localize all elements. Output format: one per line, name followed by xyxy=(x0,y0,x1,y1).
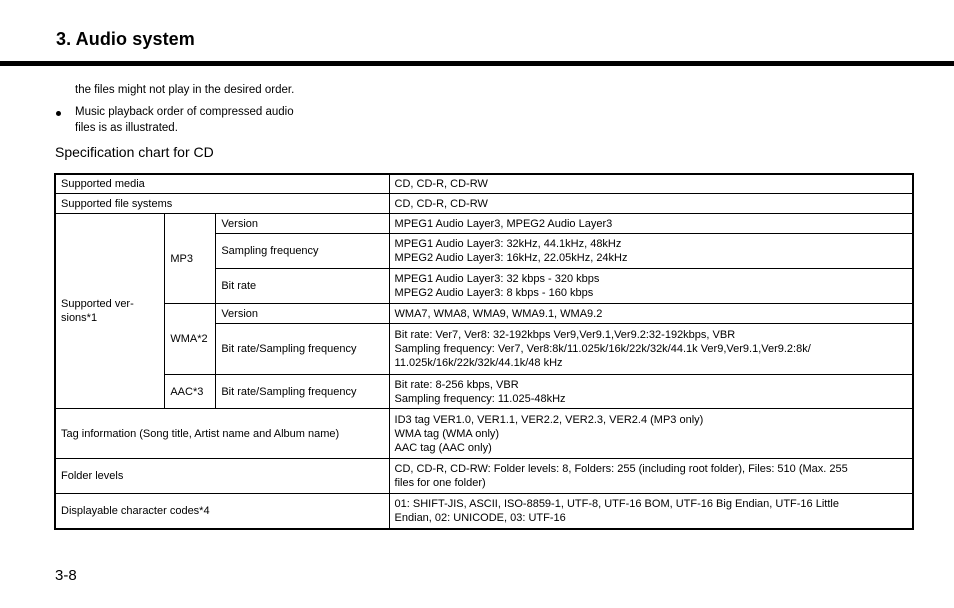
row-value xyxy=(389,375,913,409)
value-line: MPEG1 Audio Layer3: 32kHz, 44.1kHz, 48kHz xyxy=(394,238,622,250)
value-line: AAC tag (AAC only) xyxy=(394,441,492,454)
value-line: Bit rate: Ver7, Ver8: 32-192kbps Ver9,Ver9.1,Ver9.2:32-192kbps, VBR xyxy=(394,329,736,341)
row-label: Version xyxy=(216,304,389,324)
label-line: sions*1 xyxy=(61,312,98,324)
value-line: Sampling frequency: 11.025-48kHz xyxy=(394,392,566,405)
supported-versions-label xyxy=(55,214,165,409)
bullet-item xyxy=(56,105,356,136)
row-value xyxy=(389,459,913,494)
value-line: 11.025k/16k/22k/32k/44.1k/48 kHz xyxy=(394,357,563,369)
row-label: Supported file systems xyxy=(55,194,389,214)
page-number: 3-8 xyxy=(55,567,77,584)
bullet-icon xyxy=(56,111,61,116)
row-value: CD, CD-R, CD-RW xyxy=(389,174,913,194)
bullet-text-line: Music playback order of compressed audio xyxy=(75,106,294,118)
table-row xyxy=(55,214,913,234)
section-heading: Specification chart for CD xyxy=(55,144,214,160)
value-line: MPEG2 Audio Layer3: 8 kbps - 160 kbps xyxy=(394,287,594,299)
table-row xyxy=(55,174,913,194)
bullet-text xyxy=(75,105,356,136)
page-title: 3. Audio system xyxy=(56,29,195,49)
table-row xyxy=(55,459,913,494)
value-line: MPEG1 Audio Layer3: 32 kbps - 320 kbps xyxy=(394,273,600,285)
value-line: ID3 tag VER1.0, VER1.1, VER2.2, VER2.3, VER2.4 (MP3 only) xyxy=(394,413,704,426)
value-line: WMA tag (WMA only) xyxy=(394,427,500,440)
table-row xyxy=(55,494,913,529)
header-divider xyxy=(0,61,954,66)
row-label: Version xyxy=(216,214,389,234)
value-line: MPEG2 Audio Layer3: 16kHz, 22.05kHz, 24kHz xyxy=(394,252,628,264)
row-value xyxy=(389,234,913,269)
row-label: Sampling frequency xyxy=(216,234,389,269)
row-label: Tag information (Song title, Artist name and Album name) xyxy=(55,409,389,459)
table-row xyxy=(55,375,913,409)
row-value xyxy=(389,494,913,529)
row-label: Bit rate/Sampling frequency xyxy=(216,375,389,409)
row-value xyxy=(389,409,913,459)
value-line: files for one folder) xyxy=(394,477,486,489)
value-line: Bit rate: 8-256 kbps, VBR xyxy=(394,378,519,391)
row-label: Bit rate xyxy=(216,269,389,304)
table-row xyxy=(55,304,913,324)
table-row xyxy=(55,409,913,459)
row-value xyxy=(389,324,913,375)
row-label: Supported media xyxy=(55,174,389,194)
row-value: WMA7, WMA8, WMA9, WMA9.1, WMA9.2 xyxy=(389,304,913,324)
aac-label: AAC*3 xyxy=(165,375,216,409)
row-value: MPEG1 Audio Layer3, MPEG2 Audio Layer3 xyxy=(389,214,913,234)
value-line: Sampling frequency: Ver7, Ver8:8k/11.025k/16k/22k/32k/44.1k Ver9,Ver9.1,Ver9.2:8k/ xyxy=(394,343,811,355)
value-line: Endian, 02: UNICODE, 03: UTF-16 xyxy=(394,511,566,524)
wma-label: WMA*2 xyxy=(165,304,216,375)
value-line: 01: SHIFT-JIS, ASCII, ISO-8859-1, UTF-8, UTF-16 BOM, UTF-16 Big Endian, UTF-16 Little xyxy=(394,497,839,510)
row-label: Bit rate/Sampling frequency xyxy=(216,324,389,375)
bullet-text-line: files is as illustrated. xyxy=(75,121,178,134)
mp3-label: MP3 xyxy=(165,214,216,304)
spec-table xyxy=(54,173,914,530)
row-label: Folder levels xyxy=(55,459,389,494)
row-label: Displayable character codes*4 xyxy=(55,494,389,529)
table-row xyxy=(55,194,913,214)
row-value: CD, CD-R, CD-RW xyxy=(389,194,913,214)
row-value xyxy=(389,269,913,304)
label-line: Supported ver- xyxy=(61,298,134,310)
intro-text: the files might not play in the desired order. xyxy=(75,84,295,96)
value-line: CD, CD-R, CD-RW: Folder levels: 8, Folders: 255 (including root folder), Files: 510 (Max. 255 xyxy=(394,463,848,475)
